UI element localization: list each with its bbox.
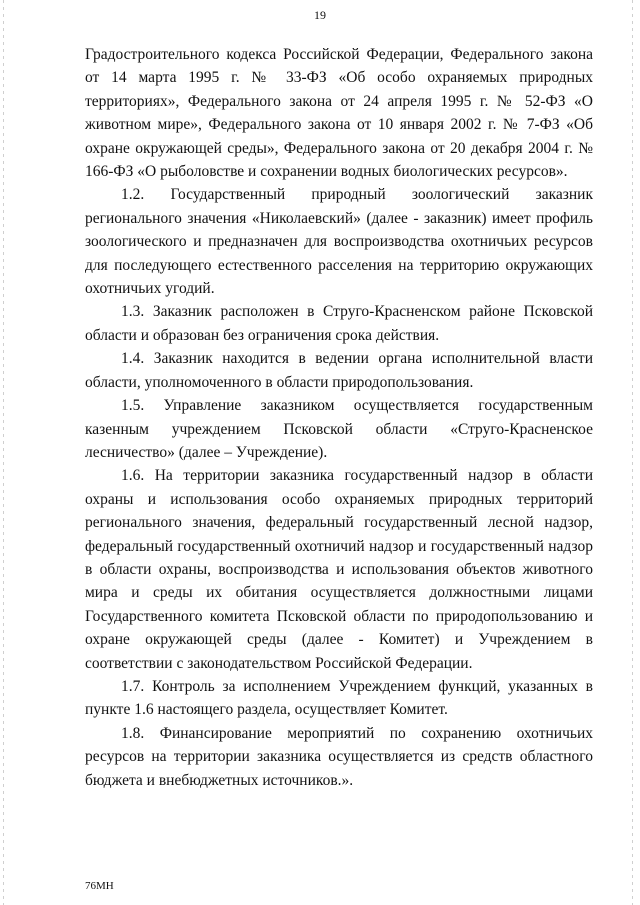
document-body — [85, 43, 593, 792]
paragraph-continuation: Градостроительного кодекса Российской Федерации, Федерального закона от 14 марта 1995 г. № 33-ФЗ «Об особо охраняемых природных территориях», Федерального закона от 24 апреля 1995 г. № 52-ФЗ «О животном мире», Федерального закона от 10 января 2002 г. № 7-ФЗ «Об охране окружающей среды», Федерального закона от 20 декабря 2004 г. № 166-ФЗ «О рыболовстве и сохранении водных биологических ресурсов». — [85, 46, 593, 181]
paragraph-1-3: 1.3. Заказник расположен в Струго-Красненском районе Псковской области и образован без ограничения срока действия. — [85, 303, 593, 344]
scan-edge-right — [632, 0, 633, 905]
page-number: 19 — [314, 8, 326, 22]
paragraph-1-8: 1.8. Финансирование мероприятий по сохранению охотничьих ресурсов на территории заказника осуществляется из средств областного бюджета и внебюджетных источников.». — [85, 724, 593, 789]
paragraph-1-4: 1.4. Заказник находится в ведении органа исполнительной власти области, уполномоченного в области природопользования. — [85, 350, 593, 391]
document-code: 76МН — [85, 880, 114, 892]
paragraph-1-7: 1.7. Контроль за исполнением Учреждением функций, указанных в пункте 1.6 настоящего раздела, осуществляет Комитет. — [85, 677, 593, 719]
paragraph-1-5: 1.5. Управление заказником осуществляется государственным казенным учреждением Псковской области «Струго-Красненское лесничество» (далее – Учреждение). — [85, 397, 593, 461]
paragraph-1-6: 1.6. На территории заказника государственный надзор в области охраны и использования особо охраняемых природных территорий регионального значения, федеральный государственный лесной надзор, федеральный государственный охотничий надзор и государственный надзор в области охраны, воспроизводства и использования объектов животного мира и среды их обитания осуществляется должностными лицами Государственного комитета Псковской области по природопользованию и охране окружающей среды (далее - Комитет) и Учреждением в соответствии с законодательством Российской Федерации. — [85, 467, 593, 672]
paragraph-1-2: 1.2. Государственный природный зоологический заказник регионального значения «Николаевский» (далее - заказник) имеет профиль зоологического и предназначен для воспроизводства охотничьих ресурсов для последующего естественного расселения на территорию окружающих охотничьих угодий. — [85, 186, 593, 298]
scan-edge-left — [3, 0, 4, 905]
